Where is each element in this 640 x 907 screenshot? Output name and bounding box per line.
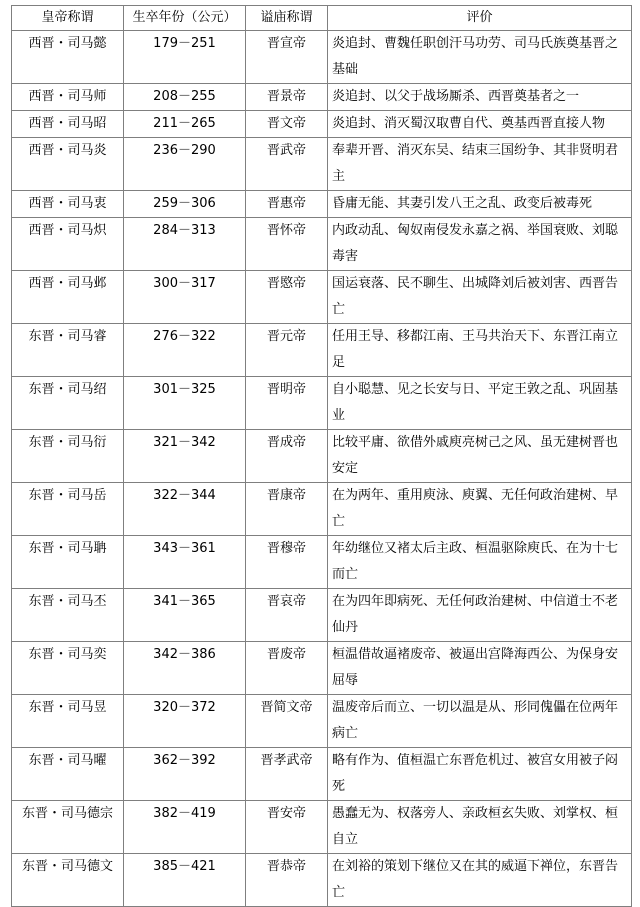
emperor-evaluation: 国运衰落、民不聊生、出城降刘后被刘害、西晋告亡: [328, 271, 632, 324]
table-row: [12, 695, 632, 748]
emperor-evaluation: 在刘裕的策划下继位又在其的威逼下禅位，东晋告亡: [328, 854, 632, 907]
emperor-years: 342－386: [124, 642, 246, 695]
header-row: [12, 6, 632, 31]
emperor-title: 晋文帝: [246, 111, 328, 138]
emperor-evaluation: 比较平庸、欲借外戚庾亮树己之风、虽无建树晋也安定: [328, 430, 632, 483]
emperor-years: 343－361: [124, 536, 246, 589]
emperor-evaluation: 在为两年、重用庾泳、庾翼、无任何政治建树、早亡: [328, 483, 632, 536]
emperor-name: 东晋・司马昱: [12, 695, 124, 748]
emperor-evaluation: 昏庸无能、其妻引发八王之乱、政变后被毒死: [328, 191, 632, 218]
emperor-years: 211－265: [124, 111, 246, 138]
emperor-years: 208－255: [124, 84, 246, 111]
emperor-name: 东晋・司马德宗: [12, 801, 124, 854]
table-row: [12, 642, 632, 695]
table-row: [12, 218, 632, 271]
emperor-evaluation: 奉辈开晋、消灭东吴、结束三国纷争、其非贤明君主: [328, 138, 632, 191]
table-row: [12, 748, 632, 801]
emperor-years: 179－251: [124, 31, 246, 84]
emperor-name: 东晋・司马德文: [12, 854, 124, 907]
emperor-name: 西晋・司马邺: [12, 271, 124, 324]
emperor-years: 322－344: [124, 483, 246, 536]
emperor-name: 东晋・司马丕: [12, 589, 124, 642]
emperor-evaluation: 内政动乱、匈奴南侵发永嘉之祸、举国衰败、刘聪毒害: [328, 218, 632, 271]
emperor-name: 东晋・司马奕: [12, 642, 124, 695]
emperor-name: 东晋・司马衍: [12, 430, 124, 483]
emperor-title: 晋简文帝: [246, 695, 328, 748]
emperor-evaluation: 年幼继位又褚太后主政、桓温驱除庾氏、在为十七而亡: [328, 536, 632, 589]
emperor-years: 341－365: [124, 589, 246, 642]
emperor-years: 385－421: [124, 854, 246, 907]
emperor-years: 284－313: [124, 218, 246, 271]
table-row: [12, 138, 632, 191]
emperor-evaluation: 略有作为、值桓温亡东晋危机过、被宫女用被子闷死: [328, 748, 632, 801]
emperor-years: 276－322: [124, 324, 246, 377]
emperor-evaluation: 温废帝后而立、一切以温是从、形同傀儡在位两年病亡: [328, 695, 632, 748]
emperor-name: 西晋・司马昭: [12, 111, 124, 138]
table-row: [12, 324, 632, 377]
table-row: [12, 536, 632, 589]
emperor-title: 晋武帝: [246, 138, 328, 191]
table-row: [12, 430, 632, 483]
emperor-evaluation: 自小聪慧、见之长安与日、平定王敦之乱、巩固基业: [328, 377, 632, 430]
header-emperor: 皇帝称谓: [12, 6, 124, 31]
emperor-title: 晋孝武帝: [246, 748, 328, 801]
emperor-title: 晋惠帝: [246, 191, 328, 218]
emperor-name: 西晋・司马懿: [12, 31, 124, 84]
header-temple-title: 谥庙称谓: [246, 6, 328, 31]
emperor-name: 东晋・司马睿: [12, 324, 124, 377]
emperor-years: 320－372: [124, 695, 246, 748]
table-row: [12, 191, 632, 218]
header-years: 生卒年份（公元）: [124, 6, 246, 31]
emperor-title: 晋成帝: [246, 430, 328, 483]
table-row: [12, 801, 632, 854]
emperor-evaluation: 炎追封、以父于战场厮杀、西晋奠基者之一: [328, 84, 632, 111]
emperor-years: 321－342: [124, 430, 246, 483]
emperor-evaluation: 炎追封、消灭蜀汉取曹自代、奠基西晋直接人物: [328, 111, 632, 138]
emperor-name: 东晋・司马绍: [12, 377, 124, 430]
table-row: [12, 589, 632, 642]
emperor-title: 晋废帝: [246, 642, 328, 695]
emperor-title: 晋康帝: [246, 483, 328, 536]
table-row: [12, 84, 632, 111]
table-row: [12, 31, 632, 84]
emperor-title: 晋景帝: [246, 84, 328, 111]
emperor-evaluation: 炎追封、曹魏任职创汗马功劳、司马氏族奠基晋之基础: [328, 31, 632, 84]
emperor-name: 西晋・司马炎: [12, 138, 124, 191]
emperor-title: 晋安帝: [246, 801, 328, 854]
emperor-years: 300－317: [124, 271, 246, 324]
emperor-title: 晋明帝: [246, 377, 328, 430]
emperor-title: 晋哀帝: [246, 589, 328, 642]
emperor-title: 晋愍帝: [246, 271, 328, 324]
table-row: [12, 483, 632, 536]
emperor-title: 晋怀帝: [246, 218, 328, 271]
emperor-name: 东晋・司马曜: [12, 748, 124, 801]
emperor-years: 362－392: [124, 748, 246, 801]
emperor-years: 301－325: [124, 377, 246, 430]
emperor-name: 西晋・司马炽: [12, 218, 124, 271]
emperor-title: 晋穆帝: [246, 536, 328, 589]
header-evaluation: 评价: [328, 6, 632, 31]
table-row: [12, 111, 632, 138]
emperor-years: 236－290: [124, 138, 246, 191]
table-row: [12, 377, 632, 430]
emperor-name: 西晋・司马师: [12, 84, 124, 111]
emperor-name: 东晋・司马岳: [12, 483, 124, 536]
emperor-title: 晋元帝: [246, 324, 328, 377]
emperor-name: 西晋・司马衷: [12, 191, 124, 218]
table-row: [12, 854, 632, 907]
emperor-title: 晋宣帝: [246, 31, 328, 84]
emperor-evaluation: 任用王导、移都江南、王马共治天下、东晋江南立足: [328, 324, 632, 377]
emperor-name: 东晋・司马聃: [12, 536, 124, 589]
emperor-table: [11, 5, 632, 907]
emperor-evaluation: 桓温借故逼褚废帝、被逼出宫降海西公、为保身安屈辱: [328, 642, 632, 695]
emperor-years: 382－419: [124, 801, 246, 854]
emperor-evaluation: 愚蠢无为、权落旁人、亲政桓玄失败、刘掌权、桓自立: [328, 801, 632, 854]
emperor-title: 晋恭帝: [246, 854, 328, 907]
emperor-years: 259－306: [124, 191, 246, 218]
table-row: [12, 271, 632, 324]
emperor-evaluation: 在为四年即病死、无任何政治建树、中信道士不老仙丹: [328, 589, 632, 642]
